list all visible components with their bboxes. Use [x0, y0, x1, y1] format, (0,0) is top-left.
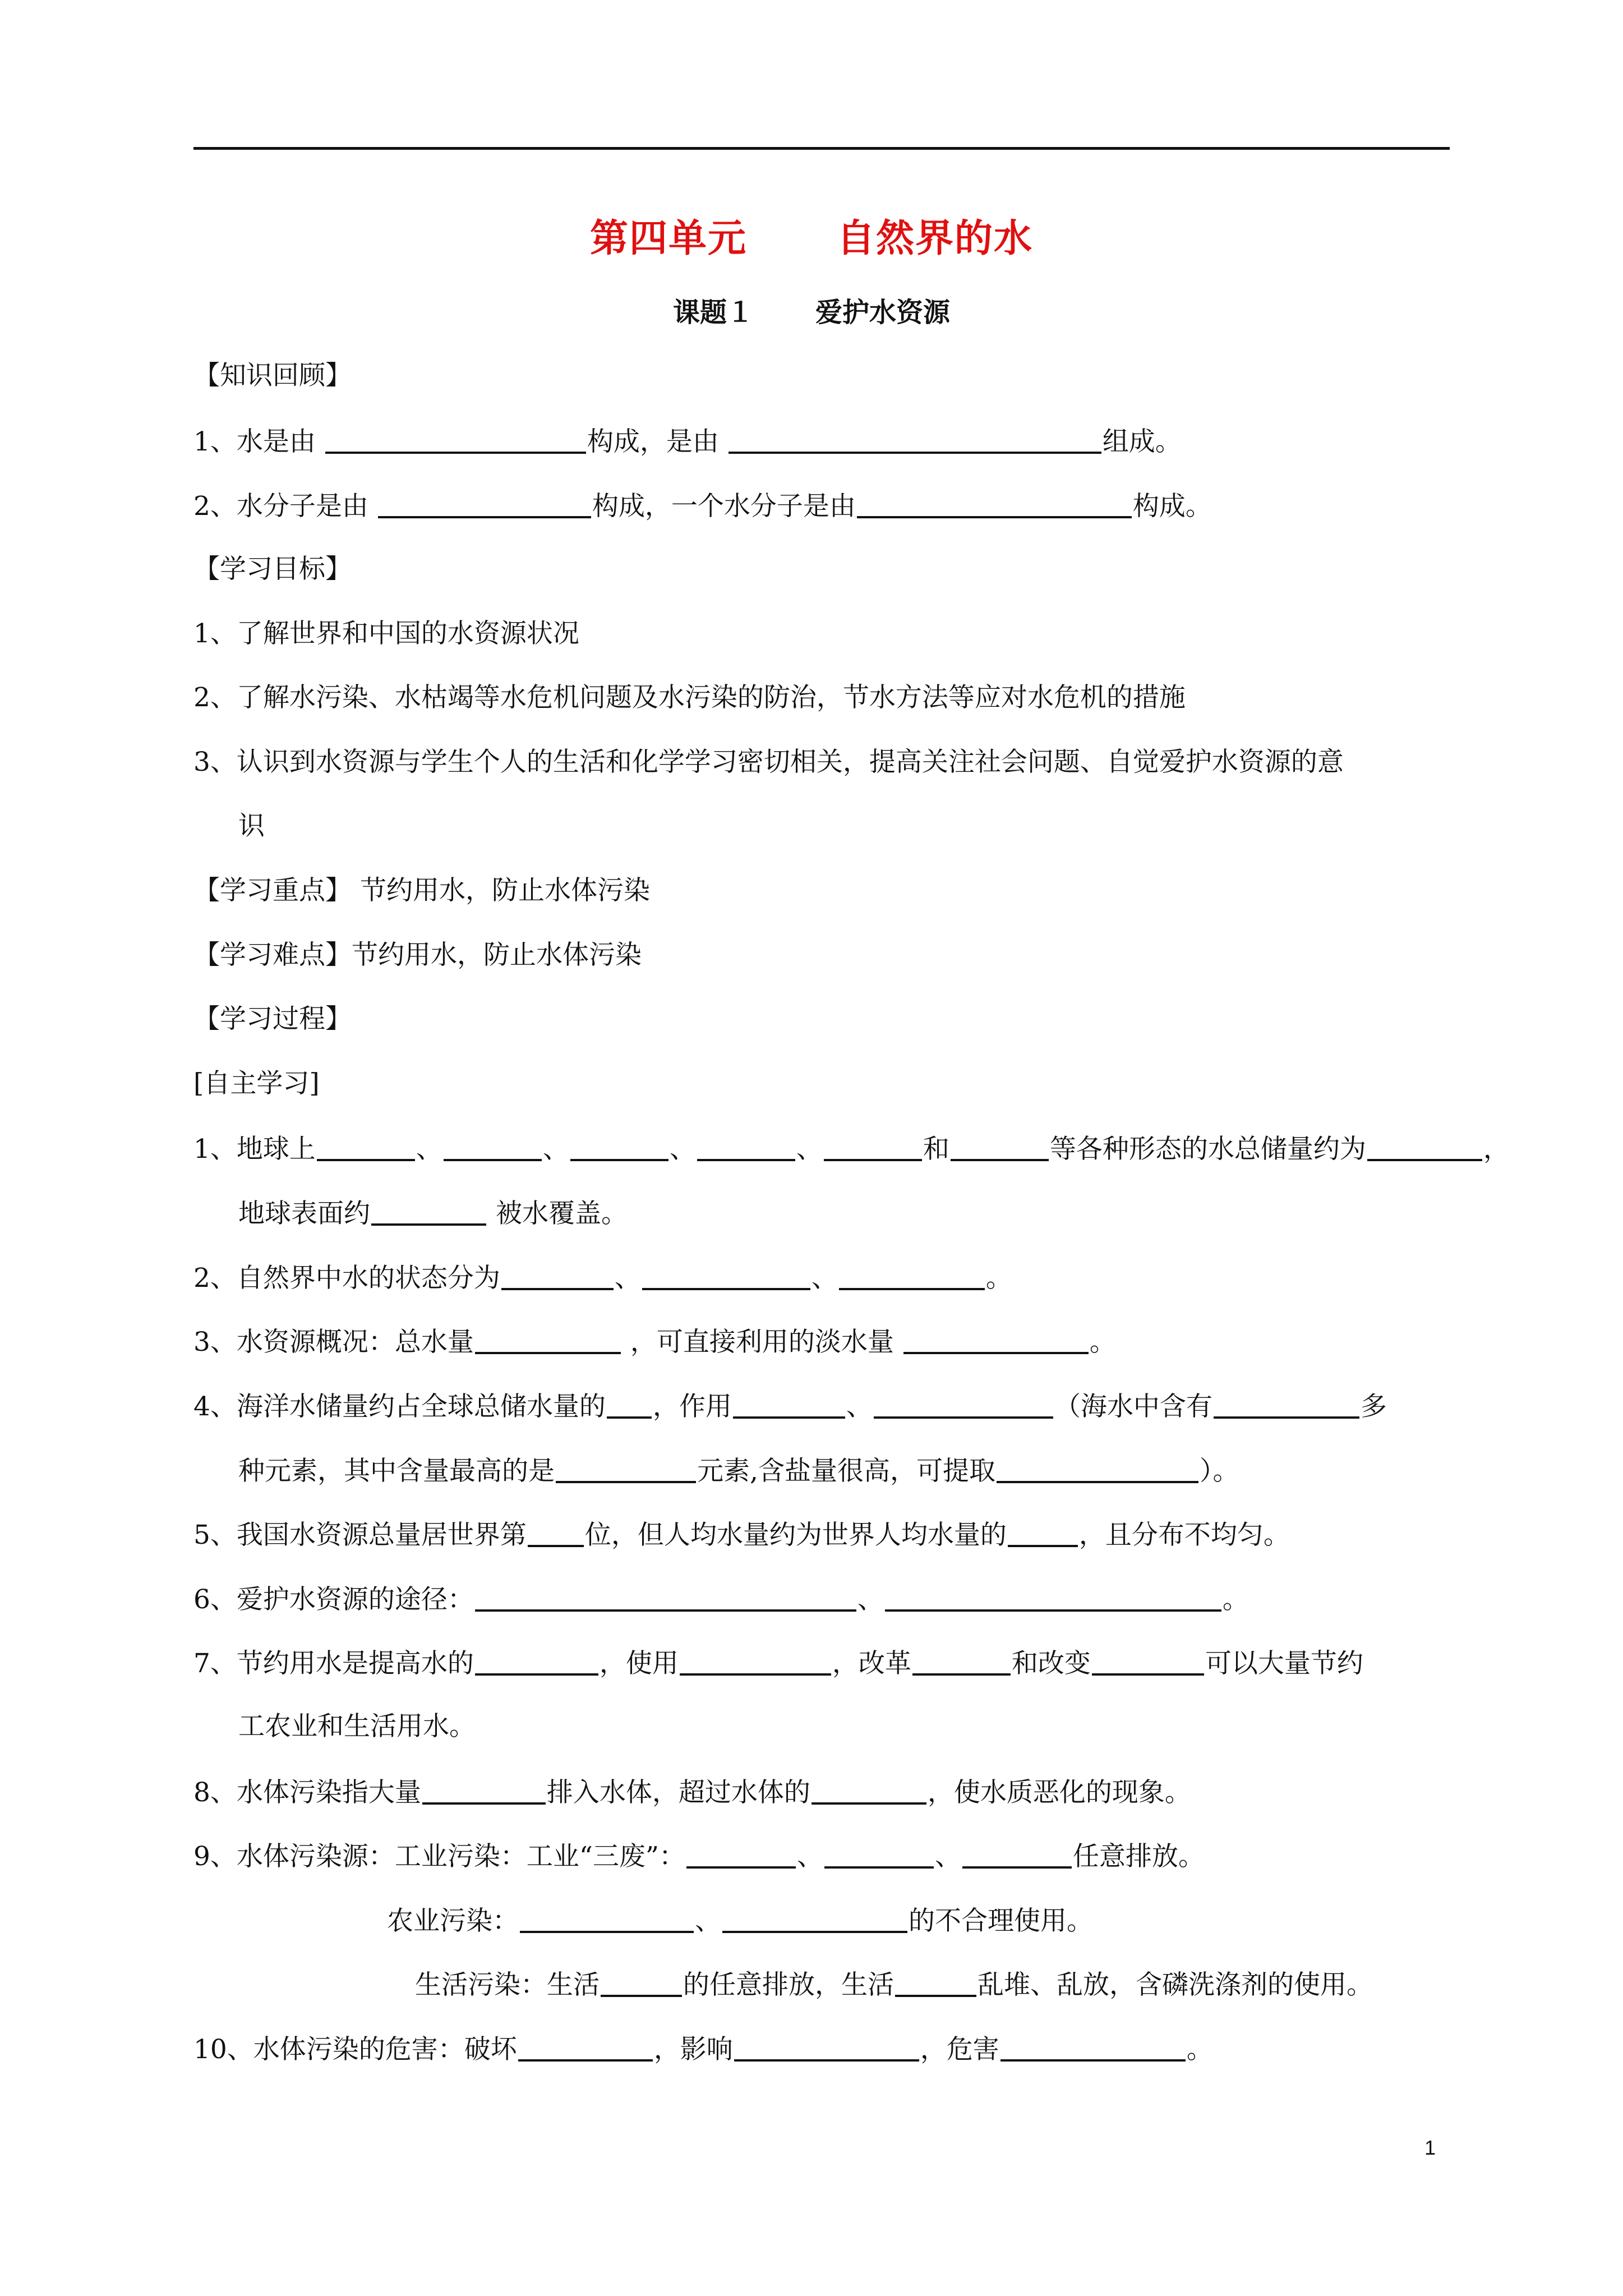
- goal-2: 2、了解水污染、水枯竭等水危机问题及水污染的防治，节水方法等应对水危机的措施: [193, 682, 1186, 713]
- blank: [962, 1838, 1072, 1869]
- text-segment: 、: [796, 1841, 823, 1872]
- blank: [734, 2031, 919, 2062]
- blank: [422, 1774, 546, 1805]
- text-segment: 元素,含盐量很高，可提取: [697, 1456, 995, 1487]
- item-9-life: [415, 1967, 1373, 2002]
- header-rule: [193, 147, 1450, 150]
- item-1-cont: [238, 1195, 628, 1231]
- blank: [1367, 1131, 1482, 1161]
- blank: [528, 1517, 584, 1547]
- text-segment: ，可直接利用的淡水量: [630, 1327, 894, 1358]
- blank: [475, 1581, 856, 1612]
- blank: [997, 1453, 1198, 1483]
- item-8: [193, 1774, 1191, 1810]
- text-segment: 课题１: [672, 297, 754, 328]
- text-segment: 、: [614, 1263, 641, 1294]
- blank: [733, 1388, 845, 1419]
- text-segment: 。: [1089, 1327, 1116, 1358]
- text-segment: 的不合理使用。: [909, 1906, 1093, 1936]
- blank: [874, 1388, 1053, 1419]
- text-segment: 。: [1186, 2034, 1213, 2065]
- text-segment: 位，但人均水量约为世界人均水量的: [584, 1520, 1007, 1550]
- self-study-label: [自主学习]: [193, 1068, 320, 1099]
- key-point: 【学习重点】 节约用水，防止水体污染: [193, 875, 650, 906]
- text-segment: 第四单元: [589, 216, 747, 261]
- difficulty: 【学习难点】节约用水，防止水体污染: [193, 940, 642, 970]
- blank: [570, 1131, 668, 1161]
- text-segment: 1、地球上: [193, 1134, 316, 1165]
- text-segment: 和: [923, 1134, 949, 1165]
- page-number: 1: [1424, 2136, 1436, 2159]
- blank: [728, 424, 1101, 454]
- item-4-cont: [238, 1453, 1239, 1488]
- item-7: [193, 1645, 1363, 1681]
- text-segment: 1、水是由: [193, 426, 316, 457]
- text-segment: 乱堆、乱放，含磷洗涤剂的使用。: [978, 1970, 1373, 2000]
- text-segment: 排入水体，超过水体的: [546, 1777, 810, 1808]
- blank: [1214, 1388, 1359, 1419]
- text-segment: 5、我国水资源总量居世界第: [193, 1520, 527, 1550]
- blank: [697, 1131, 795, 1161]
- text-segment: ，危害: [920, 2034, 999, 2065]
- text-segment: 、: [857, 1584, 884, 1615]
- blank: [475, 1324, 621, 1354]
- item-9-agri: [387, 1903, 1093, 1938]
- blank: [518, 2031, 653, 2062]
- text-segment: 多: [1360, 1391, 1387, 1422]
- text-segment: ）。: [1199, 1456, 1239, 1487]
- item-2: [193, 1260, 1012, 1295]
- lesson-title: [0, 296, 1623, 329]
- text-segment: 2、自然界中水的状态分为: [193, 1263, 500, 1294]
- item-7-cont: 工农业和生活用水。: [238, 1711, 476, 1742]
- text-segment: 9、水体污染源：工业污染：工业“三废”：: [193, 1841, 685, 1872]
- text-segment: 。: [985, 1263, 1012, 1294]
- item-3: [193, 1324, 1116, 1359]
- blank: [642, 1260, 810, 1290]
- blank: [912, 1645, 1011, 1676]
- item-5: [193, 1517, 1290, 1552]
- text-segment: 和改变: [1011, 1648, 1091, 1679]
- goal-3: 3、认识到水资源与学生个人的生活和化学学习密切相关，提高关注社会问题、自觉爱护水资源的意: [193, 747, 1344, 777]
- review-heading: 【知识回顾】: [193, 360, 352, 391]
- goal-3-cont: 识: [238, 811, 265, 841]
- blank: [501, 1260, 614, 1290]
- blank: [1092, 1645, 1204, 1676]
- blank: [824, 1131, 922, 1161]
- text-segment: 6、爱护水资源的途径：: [193, 1584, 474, 1615]
- goals-heading: 【学习目标】: [193, 554, 352, 585]
- blank: [601, 1967, 682, 1997]
- text-segment: 可以大量节约: [1205, 1648, 1363, 1679]
- text-segment: 、: [669, 1134, 696, 1165]
- item-4: [193, 1388, 1387, 1424]
- text-segment: 生活污染：生活: [415, 1970, 600, 2000]
- blank: [903, 1324, 1089, 1354]
- blank: [378, 488, 591, 518]
- blank: [885, 1581, 1221, 1612]
- item-6: [193, 1581, 1249, 1617]
- text-segment: 组成。: [1102, 426, 1182, 457]
- text-segment: 爱护水资源: [815, 297, 951, 328]
- text-segment: 、: [416, 1134, 442, 1165]
- text-segment: ，作用: [652, 1391, 732, 1422]
- blank: [325, 424, 586, 454]
- blank: [1008, 1517, 1078, 1547]
- blank: [317, 1131, 415, 1161]
- text-segment: 、: [811, 1263, 838, 1294]
- text-segment: 。: [1222, 1584, 1249, 1615]
- review-q1: [193, 424, 1182, 459]
- blank: [680, 1645, 831, 1676]
- text-segment: 10、水体污染的危害：破坏: [193, 2034, 517, 2065]
- blank: [895, 1967, 976, 1997]
- text-segment: 、: [934, 1841, 961, 1872]
- blank: [722, 1903, 907, 1933]
- text-segment: 地球表面约: [238, 1198, 370, 1229]
- text-segment: 被水覆盖。: [495, 1198, 628, 1229]
- text-segment: ，: [1483, 1134, 1510, 1165]
- text-segment: ，且分布不均匀。: [1078, 1520, 1290, 1550]
- text-segment: 构成。: [1132, 491, 1212, 522]
- blank: [811, 1774, 926, 1805]
- text-segment: 2、水分子是由: [193, 491, 368, 522]
- text-segment: 农业污染：: [387, 1906, 519, 1936]
- item-9: [193, 1838, 1205, 1874]
- text-segment: ，影响: [653, 2034, 733, 2065]
- item-1: [193, 1131, 1510, 1166]
- text-segment: ，使水质恶化的现象。: [927, 1777, 1191, 1808]
- blank: [1000, 2031, 1186, 2062]
- blank: [556, 1453, 696, 1483]
- text-segment: 7、节约用水是提高水的: [193, 1648, 474, 1679]
- blank: [520, 1903, 694, 1933]
- blank: [371, 1195, 486, 1226]
- text-segment: （海水中含有: [1054, 1391, 1212, 1422]
- text-segment: 、: [542, 1134, 569, 1165]
- text-segment: 3、水资源概况：总水量: [193, 1327, 474, 1358]
- blank: [824, 1838, 934, 1869]
- goal-1: 1、了解世界和中国的水资源状况: [193, 618, 579, 649]
- text-segment: 构成，一个水分子是由: [592, 491, 856, 522]
- process-heading: 【学习过程】: [193, 1004, 352, 1034]
- text-segment: 的任意排放，生活: [683, 1970, 894, 2000]
- blank: [475, 1645, 598, 1676]
- blank: [444, 1131, 542, 1161]
- unit-title: [0, 216, 1623, 261]
- blank: [857, 488, 1132, 518]
- text-segment: 、: [695, 1906, 721, 1936]
- text-segment: 8、水体污染指大量: [193, 1777, 421, 1808]
- text-segment: 、: [846, 1391, 873, 1422]
- text-segment: 构成，是由: [587, 426, 719, 457]
- text-segment: 任意排放。: [1072, 1841, 1205, 1872]
- text-segment: 、: [796, 1134, 823, 1165]
- review-q2: [193, 488, 1212, 523]
- text-segment: 自然界的水: [837, 216, 1034, 261]
- text-segment: 等各种形态的水总储量约为: [1049, 1134, 1366, 1165]
- text-segment: ，使用: [599, 1648, 679, 1679]
- blank: [686, 1838, 796, 1869]
- text-segment: ，改革: [832, 1648, 911, 1679]
- text-segment: 4、海洋水储量约占全球总储水量的: [193, 1391, 606, 1422]
- blank: [607, 1388, 652, 1419]
- blank: [951, 1131, 1049, 1161]
- text-segment: 种元素，其中含量最高的是: [238, 1456, 555, 1487]
- blank: [839, 1260, 985, 1290]
- item-10: [193, 2031, 1213, 2067]
